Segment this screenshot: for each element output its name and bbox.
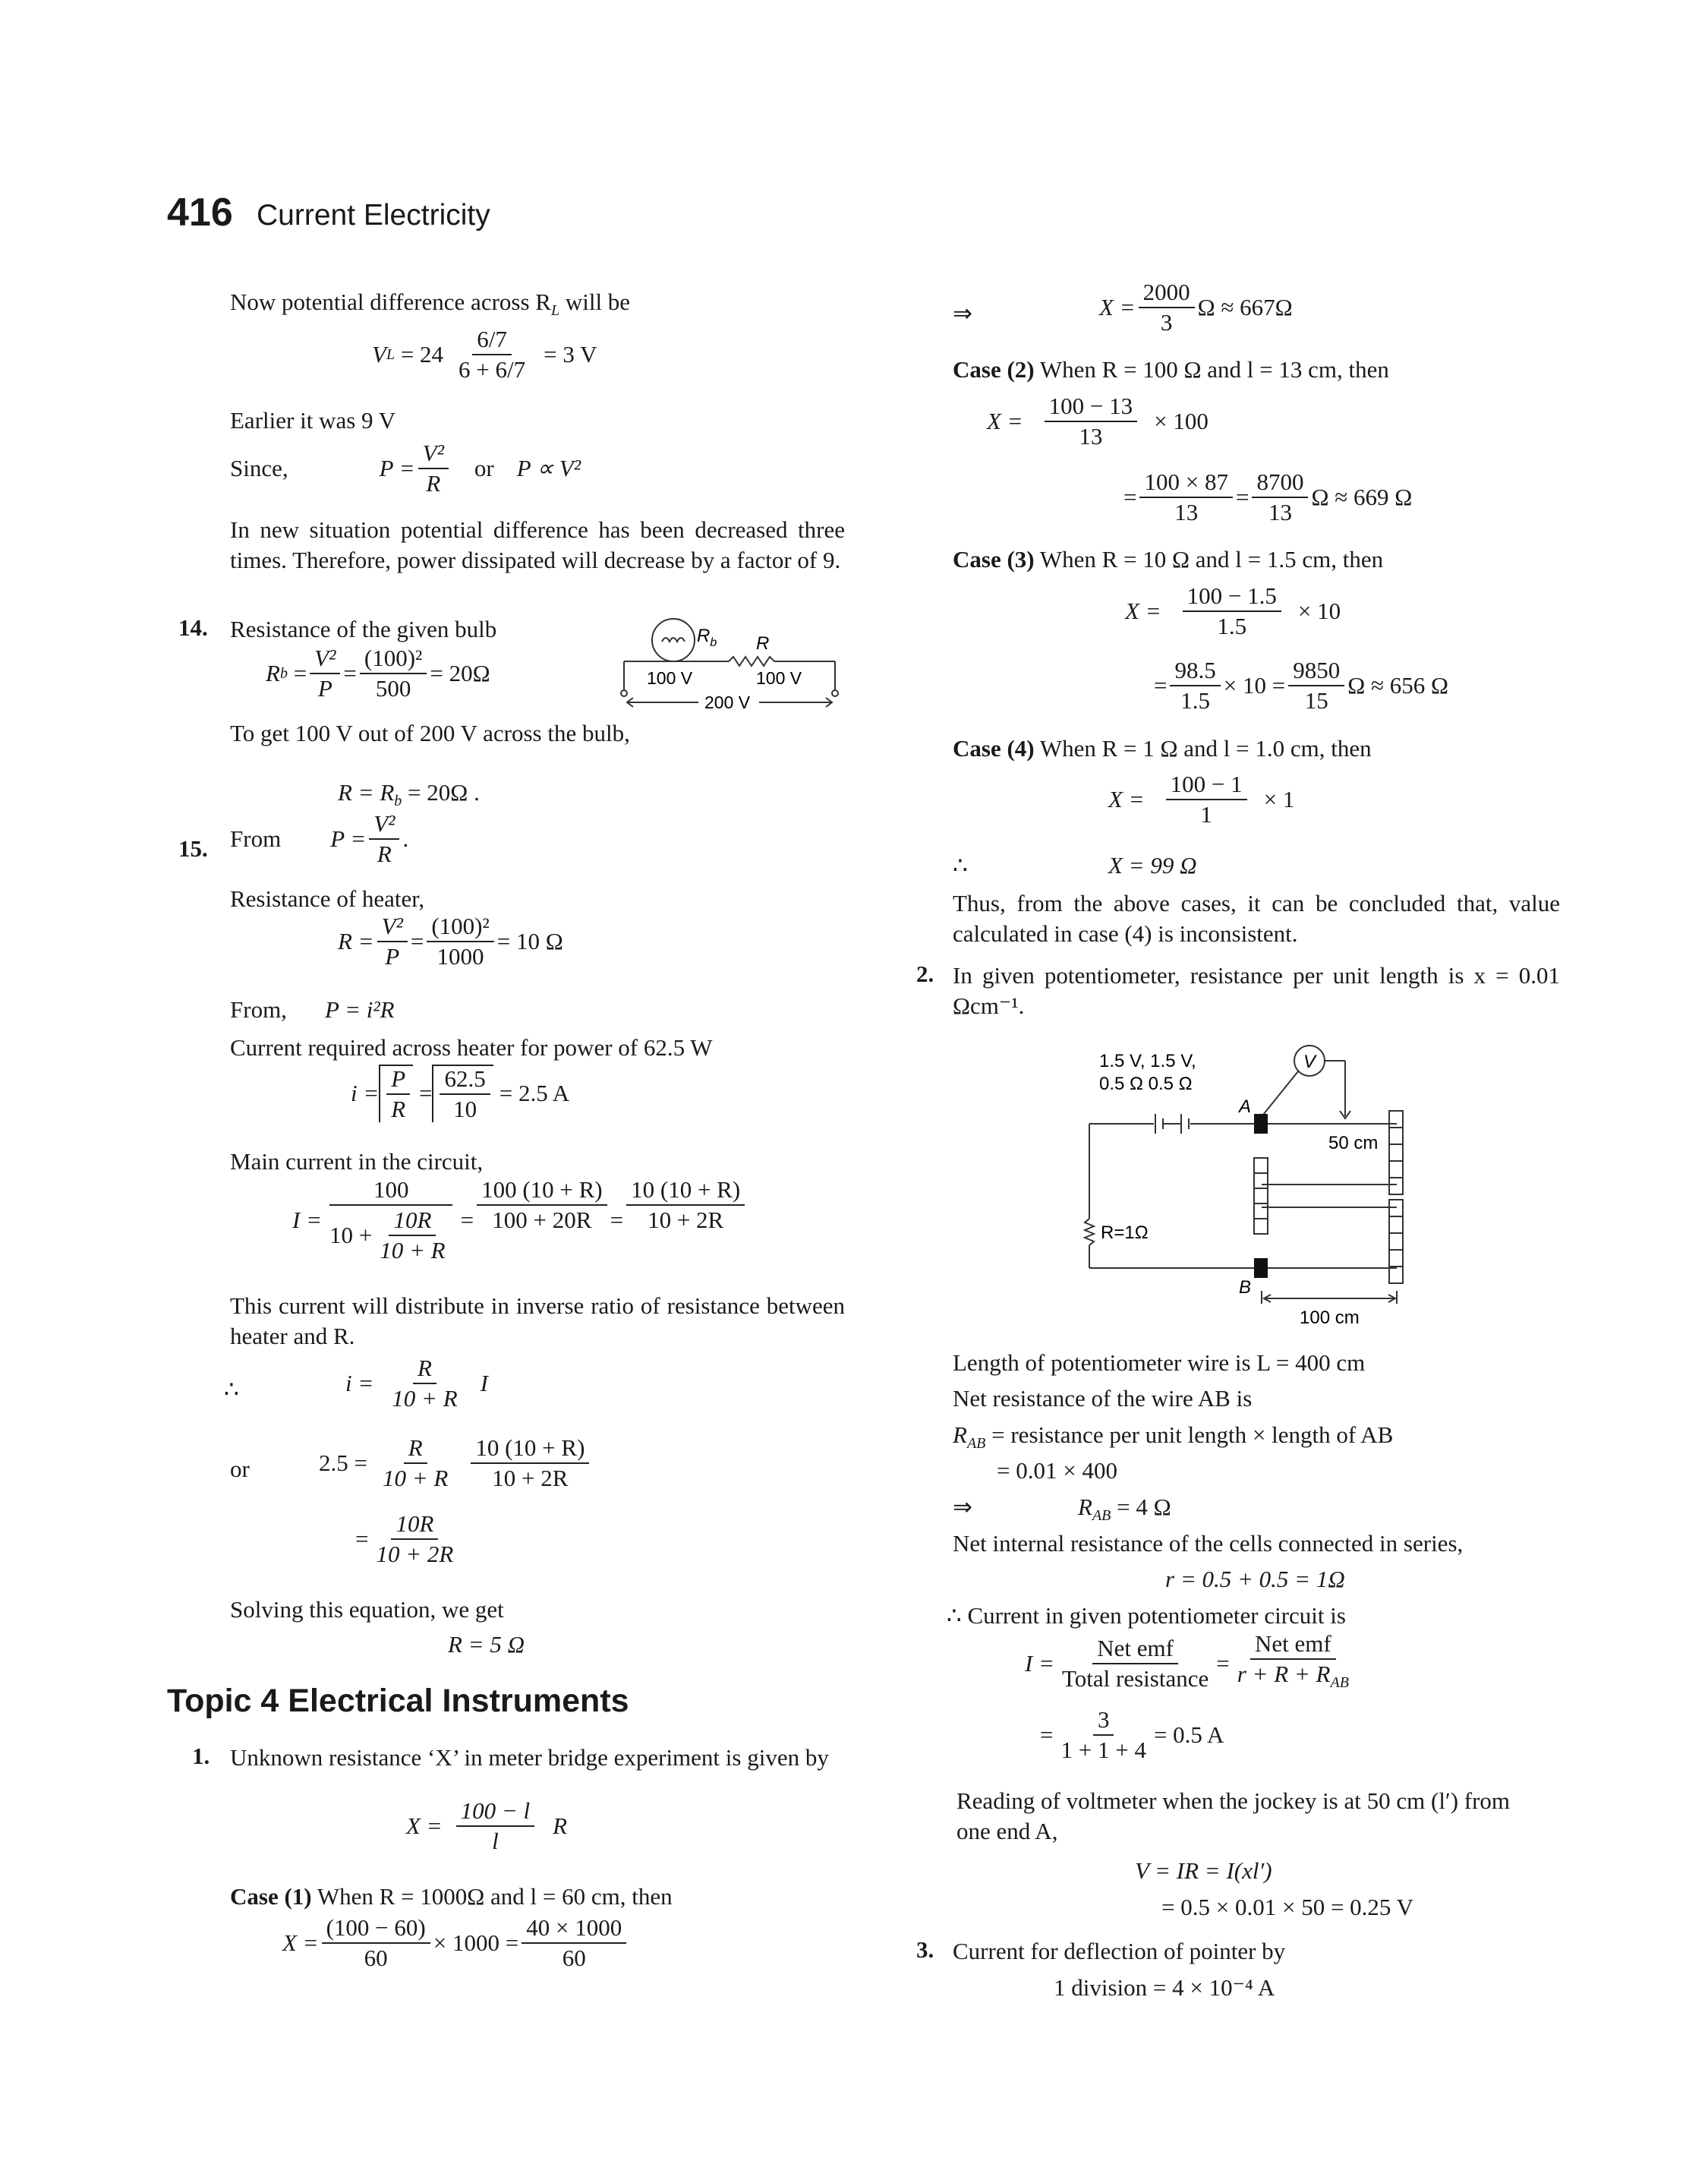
equation-heater: R = $\frac{\text{V²}}{P}$ = $\frac{\text{(100)²}}{1000}$ = 10 Ω [338, 913, 563, 970]
page-title: Current Electricity [257, 199, 490, 232]
paragraph: Reading of voltmeter when the jockey is at 50 cm (l′) from one end A, [956, 1787, 1511, 1844]
equation-since: Since, P = $\frac{\text{V²}}{R}$ or P ∝ V² [230, 440, 581, 497]
text-line: Now potential difference across $R_L$ will be [230, 289, 631, 320]
point-b-label: B [1239, 1277, 1252, 1298]
equation-case2b: = $\frac{100 \times 87}{13}$ = $\frac{8700}{13}$ Ω ≈ 669 Ω [1123, 468, 1413, 525]
equation-current: I = $\frac{\text{Net emf}}{\text{Total resistance}}$ = $\frac{\text{Net emf}}{r + R + R_{AB}}$ [1025, 1630, 1349, 1692]
voltmeter-label: V [1303, 1052, 1316, 1072]
arrow-symbol: ⇒ [953, 300, 972, 327]
r-label: R [756, 633, 770, 654]
cells-label: 0.5 Ω 0.5 Ω [1099, 1074, 1193, 1094]
equation-vl: V L = 24 $\frac{6/7}{6 + 6/7}$ = 3 V [372, 326, 597, 383]
text-line: Resistance of the given bulb [230, 616, 497, 642]
equation-i: i = $\frac{P}{R}$ = $\frac{62.5}{10}$ = 2.5 A [351, 1065, 570, 1122]
equation-case4: X = $\frac{100 - 1}{1}$ × 1 [1108, 771, 1295, 828]
text-line: ∴ Current in given potentiometer circuit is [947, 1602, 1346, 1629]
equation-rab-calc: = 0.01 × 400 [997, 1457, 1117, 1484]
equation-25: 2.5 = $\frac{R}{10 + R}$ $\frac{10 (10 + R)}{10 + 2R}$ [319, 1435, 592, 1491]
potentiometer-figure [1078, 1044, 1473, 1333]
equation-v-calc: = 0.5 × 0.01 × 50 = 0.25 V [1161, 1894, 1414, 1920]
text-line: To get 100 V out of 200 V across the bulb, [230, 720, 630, 746]
paragraph: This current will distribute in inverse ratio of resistance between heater and R. [230, 1292, 845, 1349]
text-line: Current for deflection of pointer by [953, 1938, 1286, 1964]
equation-from: From, P = i²R [230, 996, 395, 1023]
text-line: Net resistance of the wire AB is [953, 1385, 1253, 1412]
question-number: 15. [178, 835, 208, 862]
equation-r-rb: $R = R_b = 20\Omega$ . [338, 779, 480, 810]
question-number: 14. [178, 614, 208, 641]
case-line: Case (1) When R = 1000Ω and l = 60 cm, then [230, 1883, 673, 1910]
case-line: Case (4) When R = 1 Ω and l = 1.0 cm, then [953, 735, 1372, 762]
text-line: Net internal resistance of the cells connected in series, [953, 1530, 1464, 1557]
text-line: Current required across heater for power of 62.5 W [230, 1034, 713, 1061]
equation-case3: X = $\frac{100 - 1.5}{1.5}$ × 10 [1125, 582, 1341, 639]
text-line: Main current in the circuit, [230, 1148, 484, 1175]
question-number: 2. [916, 961, 934, 987]
paragraph: Unknown resistance ‘X’ in meter bridge experiment is given by [230, 1744, 829, 1771]
equation-I: I = 100 10 + $\frac{10R}{10 + R}$ = $\frac{100 (10 + R)}{100 + 20R}$ = $\frac{10 (10 + R)}{10 + 2R}$ [292, 1177, 748, 1263]
equation-r: r = 0.5 + 0.5 = 1Ω [1165, 1566, 1345, 1592]
length-label: 50 cm [1328, 1133, 1379, 1153]
equation-case3b: = $\frac{98.5}{1.5}$ × 10 = $\frac{9850}{15}$ Ω ≈ 656 Ω [1154, 657, 1449, 714]
therefore-symbol: ∴ [953, 852, 968, 879]
bulb-circuit-figure [607, 611, 858, 718]
battery-icon [1155, 1114, 1189, 1134]
equation-25b: = $\frac{10R}{10 + 2R}$ [355, 1510, 454, 1567]
cells-label: 1.5 V, 1.5 V, [1099, 1051, 1196, 1071]
resistor-icon [729, 657, 774, 666]
equation-current2: = $\frac{3}{1 + 1 + 4}$ = 0.5 A [1040, 1706, 1224, 1763]
rb-label: $R_b$ [697, 626, 717, 649]
equation-p: From P = $\frac{\text{V²}}{R}$ . [230, 810, 409, 867]
resistor-label: R=1Ω [1101, 1222, 1149, 1243]
paragraph: In given potentiometer, resistance per unit length is x = 0.01 Ωcm⁻¹. [953, 962, 1560, 1019]
text-line: Length of potentiometer wire is L = 400 cm [953, 1349, 1366, 1376]
length-label: 100 cm [1300, 1308, 1360, 1328]
equation-v: V = IR = I(xl′) [1135, 1857, 1272, 1884]
equation-rab: $R_{AB}$ = resistance per unit length × length of AB [953, 1421, 1394, 1453]
question-number: 1. [192, 1743, 210, 1769]
equation-x: X = $\frac{100 - l}{l}$ R [406, 1797, 568, 1854]
voltage-label: 100 V [647, 668, 693, 688]
equation-case1: X = $\frac{(100 - 60)}{60}$ × 1000 = $\frac{40 \times 1000}{60}$ [282, 1915, 629, 1971]
arrow-symbol: ⇒ [953, 1494, 972, 1520]
total-voltage-label: 200 V [704, 692, 751, 712]
text-line: Earlier it was 9 V [230, 407, 396, 434]
page-number: 416 [167, 191, 233, 235]
voltage-label: 100 V [756, 668, 802, 688]
equation-rb: R b = $\frac{\text{V²}}{P}$ = $\frac{\text{(100)²}}{500}$ = 20Ω [266, 645, 490, 702]
text-line: Resistance of heater, [230, 885, 425, 912]
case-line: Case (3) When R = 10 Ω and l = 1.5 cm, then [953, 546, 1384, 573]
equation-case2: X = $\frac{100 - 13}{13}$ × 100 [987, 393, 1209, 450]
bulb-icon [652, 619, 695, 661]
case-line: Case (2) When R = 100 Ω and l = 13 cm, then [953, 356, 1389, 383]
question-number: 3. [916, 1936, 934, 1963]
paragraph: In new situation potential difference has been decreased three times. Therefore, power dissipated will decrease by a factor of 9. [230, 516, 845, 573]
therefore-symbol: ∴ [224, 1376, 239, 1402]
topic-heading: Topic 4 Electrical Instruments [167, 1683, 629, 1719]
or-label: or [230, 1456, 250, 1482]
text-line: 1 division = 4 × 10⁻⁴ A [1054, 1974, 1275, 2001]
point-a-label: A [1239, 1096, 1252, 1117]
equation-rab2: $R_{AB} = 4$ Ω [1078, 1494, 1171, 1525]
paragraph: Thus, from the above cases, it can be concluded that, value calculated in case (4) is inconsistent. [953, 890, 1560, 947]
equation-r1: X = $\frac{2000}{3}$ Ω ≈ 667Ω [1099, 279, 1293, 336]
equation-i2: i = $\frac{R}{10 + R}$ I [345, 1355, 488, 1412]
resistor-icon [1085, 1219, 1094, 1245]
text-line: Solving this equation, we get [230, 1596, 504, 1623]
result-x: X = 99 Ω [1108, 852, 1197, 879]
result-r: R = 5 Ω [448, 1631, 525, 1658]
